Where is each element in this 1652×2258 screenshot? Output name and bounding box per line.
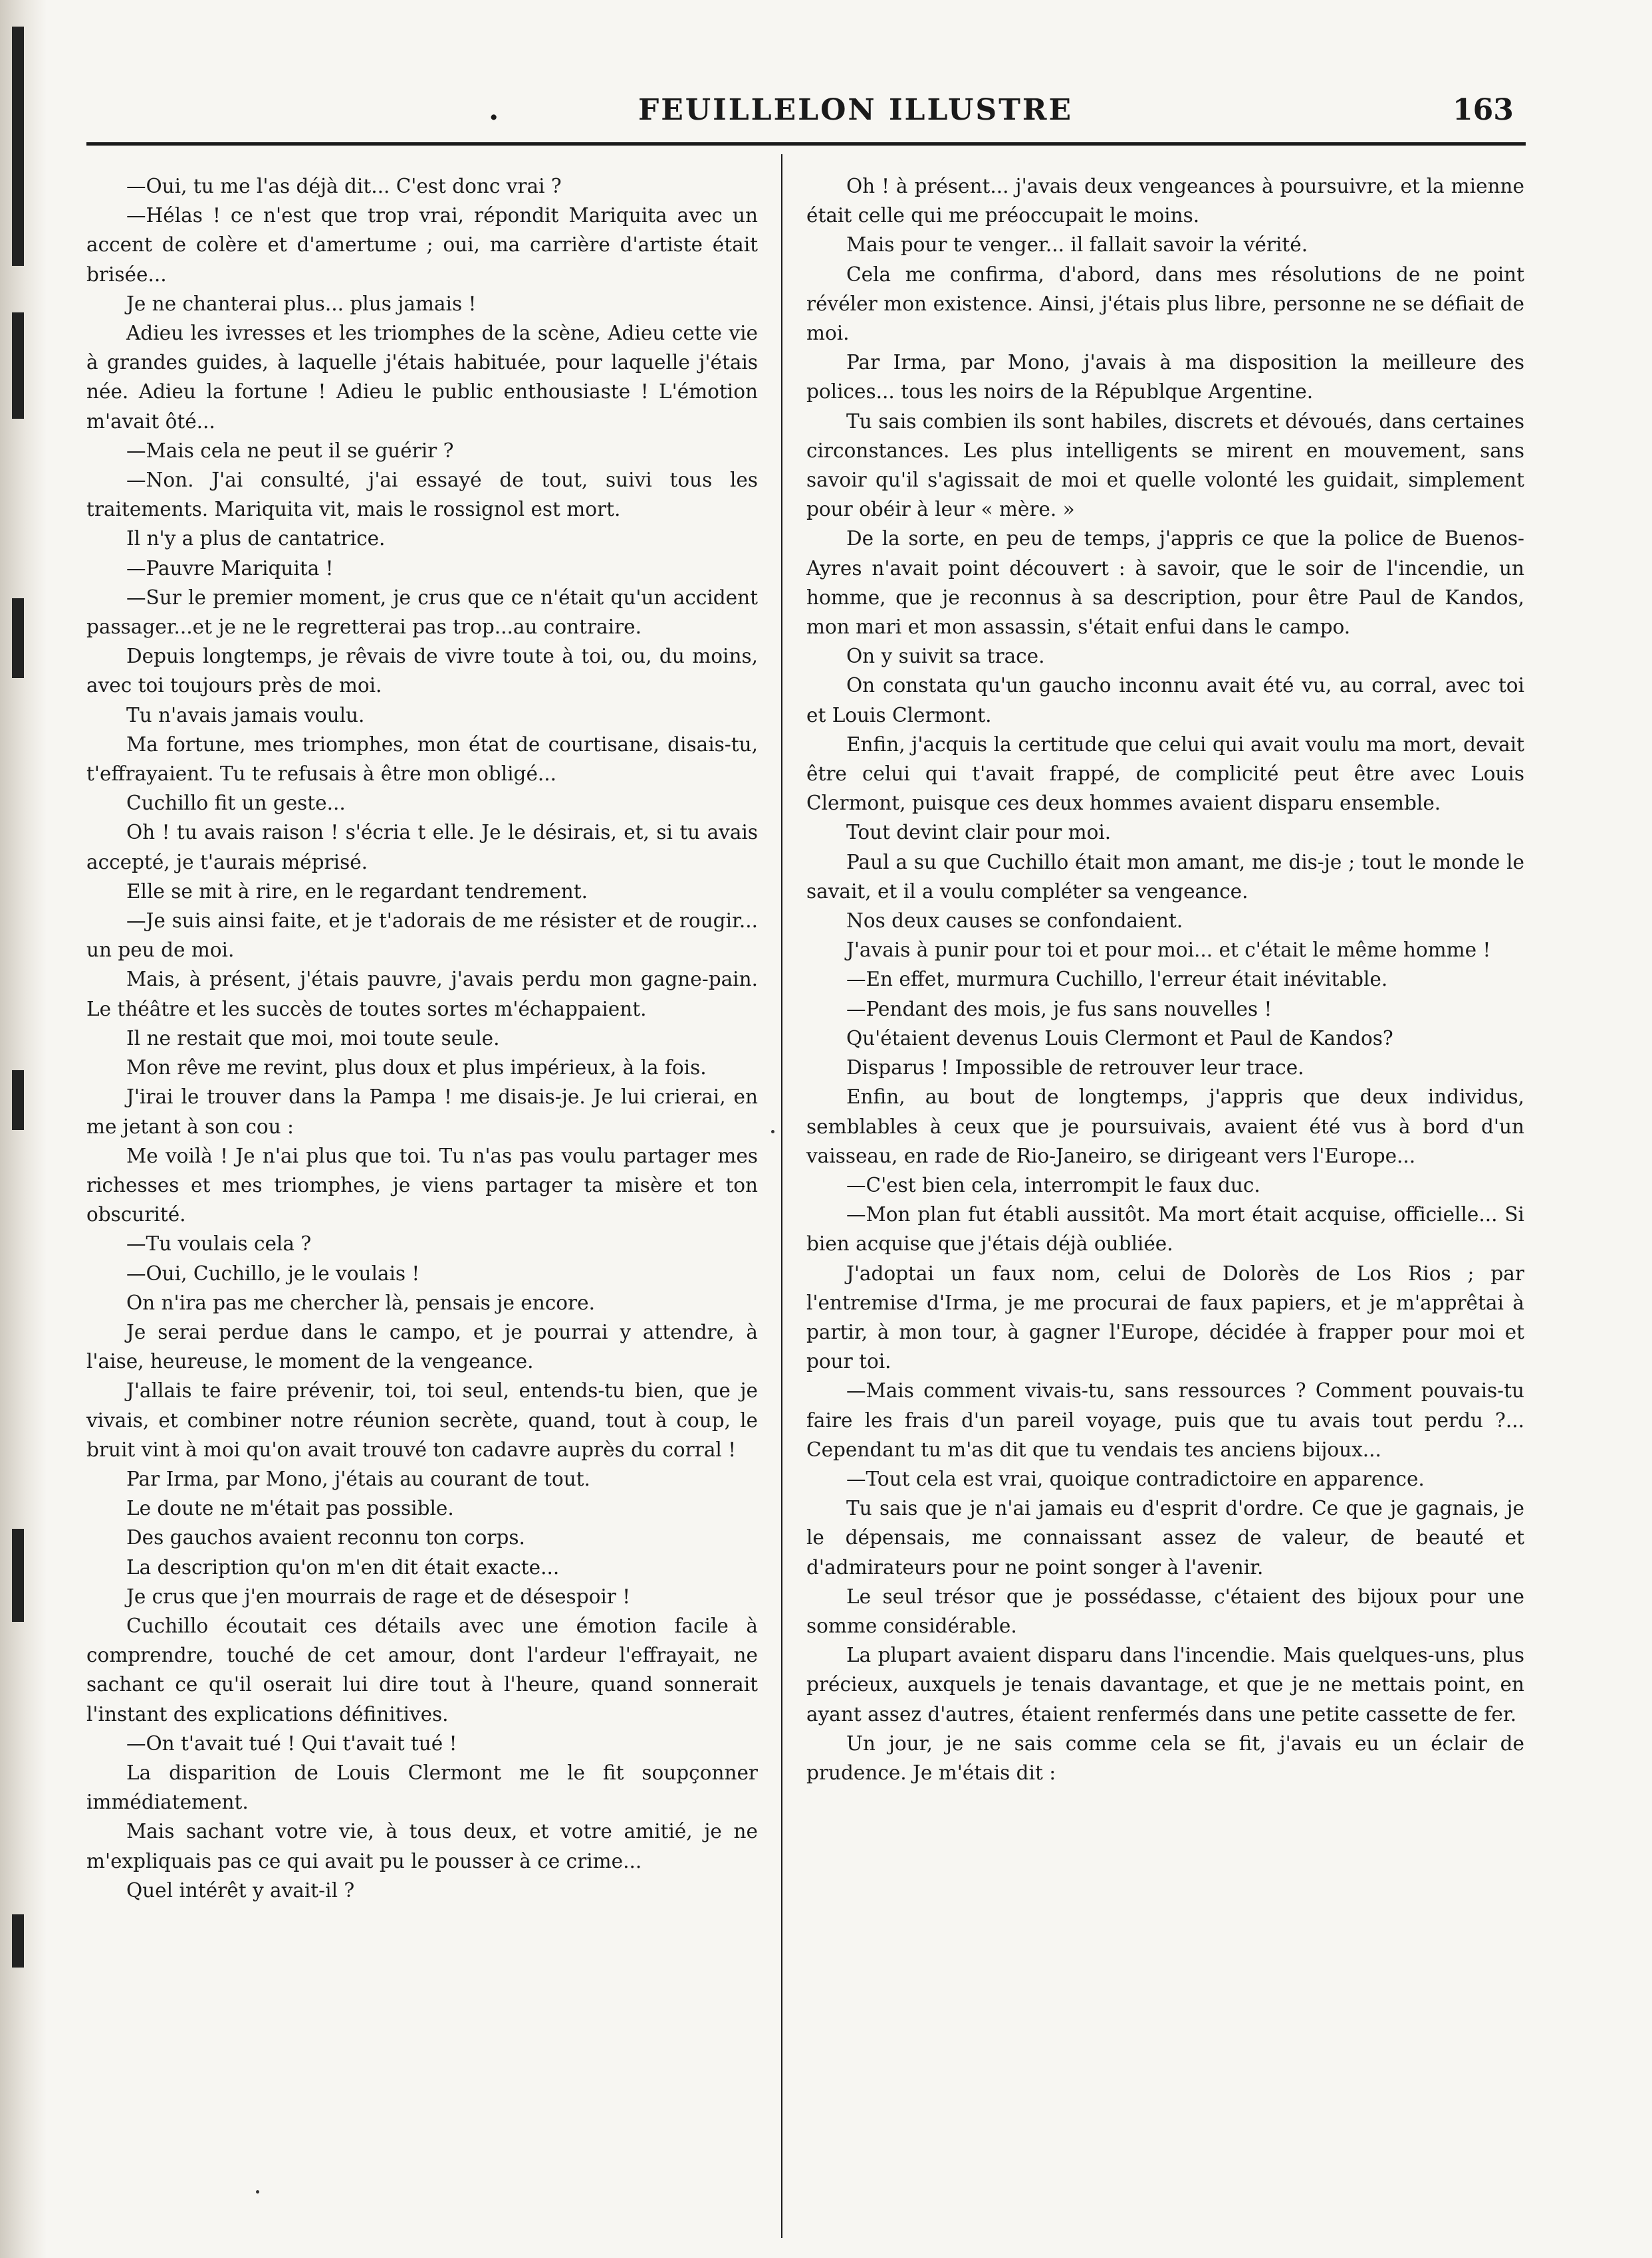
paragraph: Tu n'avais jamais voulu. (126, 703, 365, 727)
paragraph: Mais pour te venger... il fallait savoir la vérité. (846, 233, 1308, 257)
binding-mark (12, 598, 24, 678)
paragraph: J'adoptai un faux nom, celui de Dolorès de Los Rios ; par l'entremise d'Irma, je me procurai de faux papiers, et je m'apprêtai à partir, à mon tour, à gagner l'Europe, décidée à frapper pour moi et pour toi. (806, 1262, 1524, 1373)
paragraph: J'irai le trouver dans la Pampa ! me disais-je. Je lui crierai, en me jetant à son cou : (86, 1085, 758, 1138)
paragraph: Il ne restait que moi, moi toute seule. (126, 1026, 500, 1050)
paragraph: Elle se mit à rire, en le regardant tendrement. (126, 879, 588, 903)
print-speck (256, 2190, 259, 2194)
column-divider (781, 154, 782, 2238)
paragraph: —Oui, tu me l'as déjà dit... C'est donc vrai ? (126, 175, 562, 197)
paragraph: Mais, à présent, j'étais pauvre, j'avais perdu mon gagne-pain. Le théâtre et les succès de toutes sortes m'échappaient. (86, 968, 758, 1020)
paragraph: On n'ira pas me chercher là, pensais je encore. (126, 1291, 595, 1314)
paragraph: —Pauvre Mariquita ! (126, 556, 334, 580)
header-dot: . (489, 93, 499, 127)
paragraph: Qu'étaient devenus Louis Clermont et Paul de Kandos? (846, 1026, 1393, 1050)
binding-mark (12, 27, 24, 266)
paragraph: Le doute ne m'était pas possible. (126, 1497, 454, 1520)
paragraph: Me voilà ! Je n'ai plus que toi. Tu n'as pas voulu partager mes richesses et mes triomphes, je viens partager ta misère et ton obscurité. (86, 1144, 758, 1226)
paragraph: Enfin, j'acquis la certitude que celui qui avait voulu ma mort, devait être celui qui t'avait frappé, de complicité peut être avec Louis Clermont, puisque ces deux hommes avaient disparu ensemble. (806, 733, 1524, 815)
paragraph: —Pendant des mois, je fus sans nouvelles ! (846, 997, 1272, 1020)
paragraph: On y suivit sa trace. (846, 645, 1045, 668)
paragraph: —Mais comment vivais-tu, sans ressources ? Comment pouvais-tu faire les frais d'un pareil voyage, puis que tu avais tout perdu ?... Cependant tu m'as dit que tu vendais tes anciens bijoux... (806, 1379, 1524, 1461)
paragraph: Je ne chanterai plus... plus jamais ! (126, 292, 477, 315)
print-speck (771, 1130, 774, 1133)
paragraph: La description qu'on m'en dit était exacte... (126, 1555, 560, 1579)
right-column (806, 171, 1524, 1787)
paragraph: La plupart avaient disparu dans l'incendie. Mais quelques-uns, plus précieux, auxquels je tenais davantage, et que je ne mettais point, en ayant assez d'autres, étaient renfermés dans une petite cassette de fer. (806, 1644, 1524, 1726)
paragraph: J'avais à punir pour toi et pour moi... et c'était le même homme ! (846, 939, 1491, 962)
header-rule (86, 142, 1526, 146)
paragraph: On constata qu'un gaucho inconnu avait été vu, au corral, avec toi et Louis Clermont. (806, 674, 1524, 727)
paragraph: —Tu voulais cela ? (126, 1232, 312, 1256)
paragraph: Il n'y a plus de cantatrice. (126, 527, 386, 550)
paragraph: Cuchillo fit un geste... (126, 792, 346, 815)
paragraph: Par Irma, par Mono, j'étais au courant de tout. (126, 1467, 590, 1490)
paragraph: J'allais te faire prévenir, toi, toi seul, entends-tu bien, que je vivais, et combiner notre réunion secrète, quand, tout à coup, le bruit vint à moi qu'on avait trouvé ton cadavre auprès du corral ! (86, 1379, 758, 1461)
paragraph: Paul a su que Cuchillo était mon amant, me dis-je ; tout le monde le savait, et il a voulu compléter sa vengeance. (806, 850, 1524, 903)
left-column (86, 171, 758, 1905)
paragraph: —Oui, Cuchillo, je le voulais ! (126, 1262, 420, 1285)
binding-mark (12, 1914, 24, 1968)
paragraph: —C'est bien cela, interrompit le faux duc. (846, 1173, 1260, 1196)
paragraph: —Hélas ! ce n'est que trop vrai, répondit Mariquita avec un accent de colère et d'amertume ; oui, ma carrière d'artiste était brisée... (86, 204, 758, 286)
paragraph: —Mais cela ne peut il se guérir ? (126, 439, 454, 462)
paragraph: De la sorte, en peu de temps, j'appris ce que la police de Buenos-Ayres n'avait point découvert : à savoir, que le soir de l'incendie, un homme, que je reconnus à sa description, pour être Paul de Kandos, mon mari et mon assassin, s'était enfui dans le campo. (806, 527, 1524, 639)
paragraph: —En effet, murmura Cuchillo, l'erreur était inévitable. (846, 968, 1388, 991)
paragraph: Disparus ! Impossible de retrouver leur trace. (846, 1056, 1304, 1079)
paragraph: Nos deux causes se confondaient. (846, 909, 1183, 933)
paragraph: —Sur le premier moment, je crus que ce n'était qu'un accident passager...et je ne le regretterai pas trop...au contraire. (86, 586, 758, 639)
paragraph: Depuis longtemps, je rêvais de vivre toute à toi, ou, du moins, avec toi toujours près de moi. (86, 645, 758, 697)
paragraph: Mais sachant votre vie, à tous deux, et votre amitié, je ne m'expliquais pas ce qui avait pu le pousser à ce crime... (86, 1820, 758, 1872)
paragraph: Je crus que j'en mourrais de rage et de désespoir ! (126, 1585, 631, 1608)
binding-mark (12, 1070, 24, 1130)
paragraph: Oh ! tu avais raison ! s'écria t elle. Je le désirais, et, si tu avais accepté, je t'aurais méprisé. (86, 821, 758, 873)
paragraph: Cuchillo écoutait ces détails avec une émotion facile à comprendre, touché de cet amour, dont l'ardeur l'effrayait, ne sachant ce qu'il oserait lui dire tout à l'heure, quand sonnerait l'instant des explications définitives. (86, 1614, 758, 1726)
paragraph: —Tout cela est vrai, quoique contradictoire en apparence. (846, 1467, 1425, 1490)
paragraph: Cela me confirma, d'abord, dans mes résolutions de ne point révéler mon existence. Ainsi, j'étais plus libre, personne ne se défiait de moi. (806, 263, 1524, 345)
binding-edge (0, 0, 47, 2258)
paragraph: Tout devint clair pour moi. (846, 821, 1112, 844)
binding-mark (12, 1529, 24, 1622)
paragraph: Quel intérêt y avait-il ? (126, 1878, 355, 1902)
paragraph: Le seul trésor que je possédasse, c'étaient des bijoux pour une somme considérable. (806, 1585, 1524, 1637)
paragraph: Tu sais combien ils sont habiles, discrets et dévoués, dans certaines circonstances. Les plus intelligents se mirent en mouvement, sans savoir qu'il s'agissait de moi et quelle volonté les guidait, simplement pour obéir à leur « mère. » (806, 409, 1524, 521)
paragraph: —Je suis ainsi faite, et je t'adorais de me résister et de rougir... un peu de moi. (86, 909, 758, 962)
paragraph: La disparition de Louis Clermont me le fit soupçonner immédiatement. (86, 1761, 758, 1814)
paragraph: Oh ! à présent... j'avais deux vengeances à poursuivre, et la mienne était celle qui me préoccupait le moins. (806, 175, 1524, 227)
paragraph: —On t'avait tué ! Qui t'avait tué ! (126, 1732, 457, 1755)
paragraph: —Non. J'ai consulté, j'ai essayé de tout, suivi tous les traitements. Mariquita vit, mais le rossignol est mort. (86, 469, 758, 521)
paragraph: Tu sais que je n'ai jamais eu d'esprit d'ordre. Ce que je gagnais, je le dépensais, me connaissant assez de valeur, de beauté et d'admirateurs pour ne point songer à l'avenir. (806, 1497, 1524, 1579)
running-head: FEUILLELON ILLUSTRE (638, 93, 1073, 127)
paragraph: —Mon plan fut établi aussitôt. Ma mort était acquise, officielle... Si bien acquise que j'étais déjà oubliée. (806, 1203, 1524, 1256)
paragraph: Par Irma, par Mono, j'avais à ma disposition la meilleure des polices... tous les noirs de la Républque Argentine. (806, 351, 1524, 403)
paragraph: Adieu les ivresses et les triomphes de la scène, Adieu cette vie à grandes guides, à laquelle j'étais habituée, pour laquelle j'étais née. Adieu la fortune ! Adieu le public enthousiaste ! L'émotion m'avait ôté... (86, 322, 758, 433)
paragraph: Enfin, au bout de longtemps, j'appris que deux individus, semblables à ceux que je poursuivais, avaient été vus à bord d'un vaisseau, en rade de Rio-Janeiro, se dirigeant vers l'Europe... (806, 1085, 1524, 1167)
paragraph: Ma fortune, mes triomphes, mon état de courtisane, disais-tu, t'effrayaient. Tu te refusais à être mon obligé... (86, 733, 758, 786)
paragraph: Des gauchos avaient reconnu ton corps. (126, 1526, 525, 1549)
paragraph: Mon rêve me revint, plus doux et plus impérieux, à la fois. (126, 1056, 707, 1079)
paragraph: Un jour, je ne sais comme cela se fit, j'avais eu un éclair de prudence. Je m'étais dit : (806, 1732, 1524, 1784)
binding-mark (12, 312, 24, 419)
paragraph: Je serai perdue dans le campo, et je pourrai y attendre, à l'aise, heureuse, le moment de la vengeance. (86, 1320, 758, 1373)
page-number: 163 (1453, 93, 1514, 127)
